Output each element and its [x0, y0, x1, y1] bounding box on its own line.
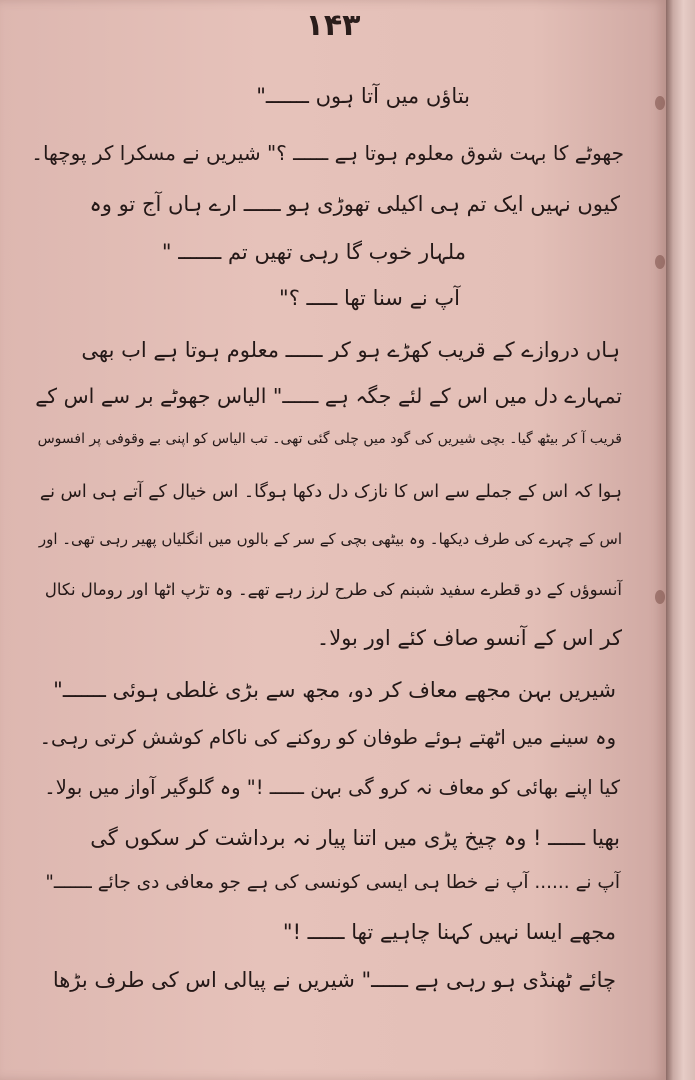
text-line: مجھے ایسا نہیں کہنا چاہیے تھا ــــــ !" — [282, 920, 616, 944]
binding-hole — [655, 255, 665, 269]
text-line: بتاؤں میں آتا ہوں ـــــــ" — [256, 84, 470, 108]
text-line: ہوا کہ اس کے جملے سے اس کا نازک دل دکھا ہوگا۔ اس خیال کے آتے ہی اس نے — [39, 482, 622, 502]
text-line: قریب آ کر بیٹھ گیا۔ بچی شیریں کی گود میں چلی گئی تھی۔ تب الیاس کو اپنی بے وقوفی پر افسوس — [37, 431, 622, 447]
page-number: ۱۴۳ — [305, 8, 361, 43]
text-line: کیا اپنے بھائی کو معاف نہ کرو گی بہن ــــــ !" وہ گلوگیر آواز میں بولا۔ — [44, 776, 620, 799]
text-line: آپ نے سنا تھا ـــــ ؟" — [279, 286, 460, 310]
text-line: چائے ٹھنڈی ہو رہی ہے ــــــ" شیریں نے پیالی اس کی طرف بڑھا — [52, 968, 616, 992]
text-line: کیوں نہیں ایک تم ہی اکیلی تھوڑی ہو ــــــ ارے ہاں آج تو وہ — [89, 192, 620, 216]
text-line: آپ نے ...... آپ نے خطا ہی ایسی کونسی کی ہے جو معافی دی جائے ـــــــ" — [45, 872, 620, 893]
binding-hole — [655, 96, 665, 110]
text-line: تمہارے دل میں اس کے لئے جگہ ہے ــــــ" الیاس جھوٹے بر سے اس کے — [35, 384, 622, 408]
text-line: اس کے چہرے کی طرف دیکھا۔ وہ بیٹھی بچی کے سر کے بالوں میں انگلیاں پھیر رہی تھی۔ اور — [38, 530, 622, 548]
text-line: آنسوؤں کے دو قطرے سفید شبنم کی طرح لرز رہے تھے۔ وہ تڑپ اٹھا اور رومال نکال — [44, 580, 622, 599]
text-line: بھیا ــــــ ! وہ چیخ پڑی میں اتنا پیار نہ برداشت کر سکوں گی — [90, 826, 620, 850]
text-line: وہ سینے میں اٹھتے ہوئے طوفان کو روکنے کی ناکام کوشش کرتی رہی۔ — [39, 726, 616, 749]
book-spine — [666, 0, 695, 1080]
binding-hole — [655, 590, 665, 604]
text-line: شیریں بہن مجھے معاف کر دو، مجھ سے بڑی غلطی ہوئی ـــــــ" — [53, 678, 616, 702]
text-line: ہاں دروازے کے قریب کھڑے ہو کر ــــــ معلوم ہوتا ہے اب بھی — [81, 338, 620, 362]
text-line: کر اس کے آنسو صاف کئے اور بولا۔ — [316, 626, 622, 650]
text-line: ملہار خوب گا رہی تھیں تم ـــــــ " — [161, 240, 466, 264]
text-line: جھوٹے کا بہت شوق معلوم ہوتا ہے ــــــ ؟" شیریں نے مسکرا کر پوچھا۔ — [31, 141, 624, 165]
